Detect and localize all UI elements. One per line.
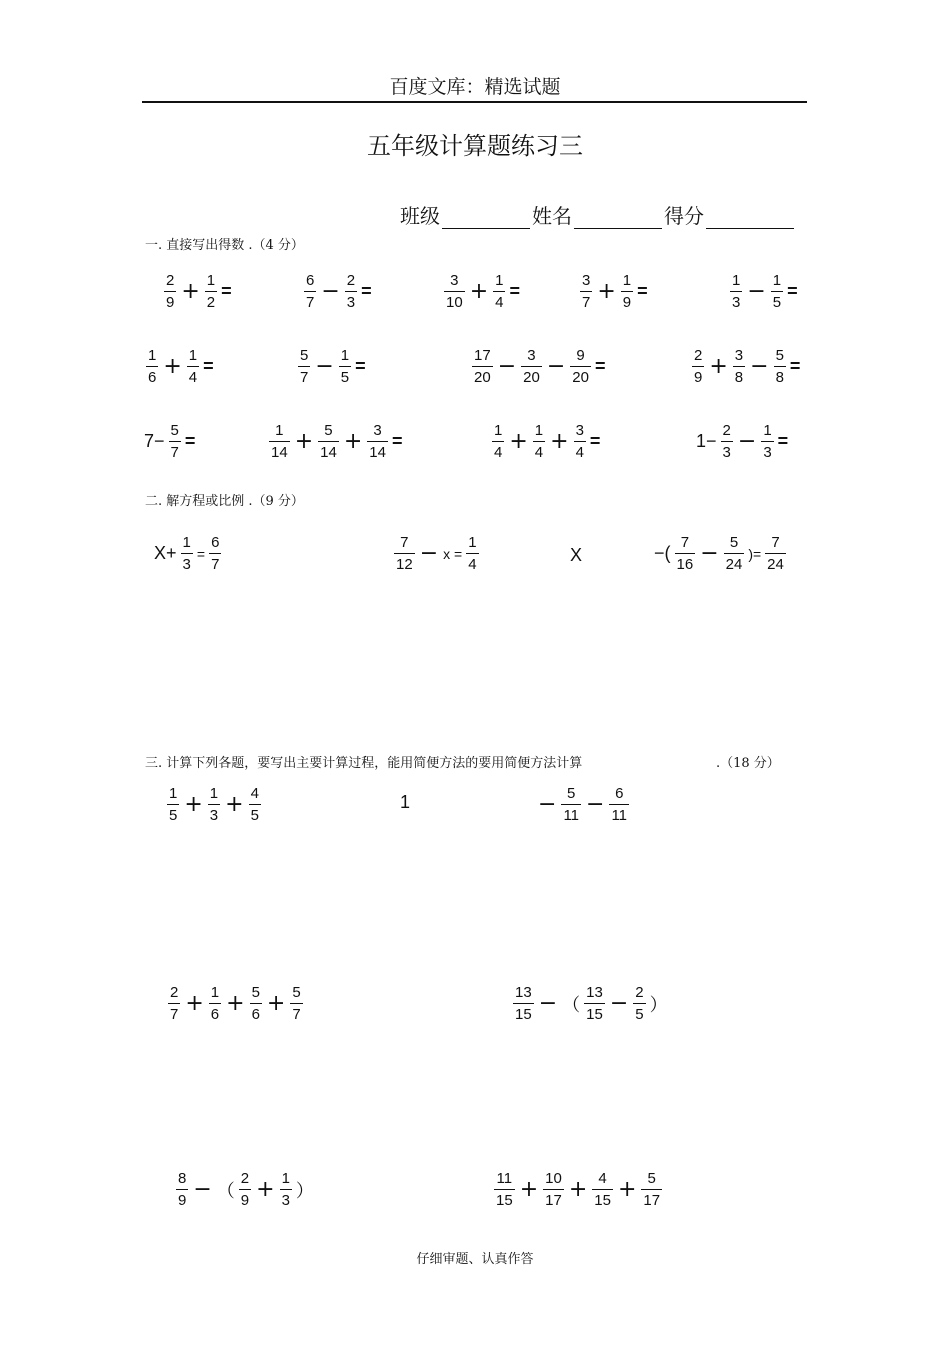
fraction xyxy=(304,273,316,310)
operator: + xyxy=(226,991,245,1016)
fraction-denominator: 7 xyxy=(211,556,220,573)
math-expression xyxy=(442,273,520,310)
fraction-denominator: 6 xyxy=(148,369,157,386)
math-expression xyxy=(511,985,670,1022)
fraction-numerator: 1 xyxy=(206,272,216,289)
page-footer: 仔细审题、认真作答 xyxy=(416,1252,534,1267)
fraction-numerator: 5 xyxy=(300,347,309,364)
fraction xyxy=(168,985,180,1022)
fraction-denominator: 20 xyxy=(523,369,540,386)
fraction-numerator: 2 xyxy=(694,347,703,364)
equals-sign: = xyxy=(355,356,366,376)
fraction-numerator: 1 xyxy=(169,785,178,802)
fraction-numerator: 1 xyxy=(210,984,220,1001)
student-info xyxy=(400,200,796,229)
fraction-numerator: 1 xyxy=(281,1170,290,1187)
fraction-numerator: 1 xyxy=(468,534,477,551)
fraction-denominator: 5 xyxy=(169,807,178,824)
math-expression xyxy=(535,786,631,823)
fraction-numerator: 1 xyxy=(188,347,198,364)
fraction xyxy=(209,985,221,1022)
operator: − xyxy=(546,354,566,379)
fraction-denominator: 24 xyxy=(767,556,784,573)
math-expression xyxy=(652,535,788,572)
fraction-denominator: 8 xyxy=(775,369,784,386)
fraction xyxy=(561,786,581,823)
math-expression xyxy=(142,423,195,460)
operator: + xyxy=(163,354,182,379)
fraction xyxy=(169,423,181,460)
math-expression xyxy=(470,348,605,385)
class-blank xyxy=(442,206,530,229)
fraction-denominator: 9 xyxy=(166,294,175,311)
expression-text: x = xyxy=(443,545,463,562)
fraction-denominator: 4 xyxy=(188,369,198,386)
fraction xyxy=(730,273,742,310)
fraction xyxy=(765,535,786,572)
fraction-denominator: 7 xyxy=(170,1006,179,1023)
operator: − xyxy=(538,792,557,817)
expression-text: 7− xyxy=(144,431,165,451)
fraction-numerator: 5 xyxy=(324,422,333,439)
fraction-numerator: 17 xyxy=(474,347,491,364)
fraction xyxy=(774,348,786,385)
fraction-numerator: 3 xyxy=(734,347,744,364)
expression-text: ） xyxy=(295,1180,314,1201)
fraction-denominator: 5 xyxy=(250,807,259,824)
fraction-numerator: 1 xyxy=(340,347,350,364)
fraction-numerator: 6 xyxy=(615,785,624,802)
fraction-denominator: 20 xyxy=(474,369,491,386)
operator: − xyxy=(609,991,629,1016)
operator: + xyxy=(266,991,286,1016)
fraction xyxy=(290,985,302,1022)
fraction-denominator: 7 xyxy=(292,1006,301,1023)
operator: + xyxy=(709,354,728,379)
fraction-numerator: 1 xyxy=(494,422,503,439)
fraction xyxy=(609,786,629,823)
fraction-denominator: 7 xyxy=(300,369,309,386)
math-expression xyxy=(392,535,481,572)
operator: − xyxy=(193,1177,212,1202)
fraction-numerator: 2 xyxy=(722,422,731,439)
equals-sign: = xyxy=(594,356,606,376)
equals-sign: = xyxy=(789,356,801,376)
fraction-denominator: 17 xyxy=(545,1192,562,1209)
operator: + xyxy=(225,792,244,817)
fraction xyxy=(345,273,357,310)
header-rule xyxy=(142,101,807,103)
fraction-numerator: 1 xyxy=(148,347,157,364)
fraction xyxy=(187,348,199,385)
fraction xyxy=(533,423,545,460)
fraction xyxy=(250,985,262,1022)
math-expression xyxy=(144,348,214,385)
fraction-denominator: 3 xyxy=(281,1192,290,1209)
fraction xyxy=(771,273,783,310)
equals-sign: = xyxy=(589,431,601,451)
fraction xyxy=(521,348,542,385)
fraction xyxy=(692,348,704,385)
fraction xyxy=(494,1171,515,1208)
fraction xyxy=(280,1171,292,1208)
fraction-numerator: 1 xyxy=(732,272,741,289)
fraction xyxy=(209,535,221,572)
operator: + xyxy=(519,1177,539,1202)
fraction-denominator: 24 xyxy=(725,556,743,573)
fraction xyxy=(367,423,388,460)
fraction-numerator: 5 xyxy=(567,785,576,802)
page-header: 百度文库：精选试题 xyxy=(389,76,561,98)
math-expression xyxy=(302,273,372,310)
fraction-denominator: 3 xyxy=(722,444,731,461)
equals-sign: = xyxy=(221,281,232,301)
fraction-numerator: 5 xyxy=(647,1170,656,1187)
operator: − xyxy=(419,541,439,566)
fraction-numerator: 1 xyxy=(182,534,191,551)
fraction-denominator: 15 xyxy=(496,1192,513,1209)
fraction xyxy=(621,273,633,310)
fraction-numerator: 11 xyxy=(496,1170,513,1187)
equals-sign: = xyxy=(777,431,789,451)
operator: − xyxy=(750,354,769,379)
equals-sign: = xyxy=(361,281,372,301)
fraction-numerator: 7 xyxy=(680,534,690,551)
fraction xyxy=(633,985,645,1022)
fraction-denominator: 9 xyxy=(622,294,632,311)
fraction-numerator: 1 xyxy=(763,422,772,439)
fraction-denominator: 4 xyxy=(575,444,584,461)
fraction-denominator: 7 xyxy=(582,294,591,311)
fraction-numerator: 8 xyxy=(178,1170,187,1187)
fraction xyxy=(580,273,592,310)
name-label: 姓名 xyxy=(532,204,572,228)
fraction xyxy=(208,786,220,823)
math-expression xyxy=(492,1171,664,1208)
fraction xyxy=(146,348,158,385)
fraction-numerator: 13 xyxy=(515,984,532,1001)
fraction-denominator: 17 xyxy=(643,1192,661,1209)
fraction-denominator: 15 xyxy=(594,1192,611,1209)
fraction-numerator: 7 xyxy=(771,534,780,551)
fraction-denominator: 12 xyxy=(396,556,413,573)
operator: + xyxy=(294,429,314,454)
operator: − xyxy=(538,991,558,1016)
fraction-numerator: 2 xyxy=(240,1170,250,1187)
operator: − xyxy=(586,792,605,817)
fraction xyxy=(493,273,505,310)
page-title: 五年级计算题练习三 xyxy=(367,132,583,160)
fraction xyxy=(318,423,339,460)
fraction-denominator: 9 xyxy=(178,1192,187,1209)
equals-sign: = xyxy=(184,431,196,451)
math-expression xyxy=(728,273,798,310)
fraction-denominator: 3 xyxy=(763,444,772,461)
section-1-heading: 一. 直接写出得数 .（4 分） xyxy=(145,238,304,253)
fraction-numerator: 3 xyxy=(450,272,459,289)
fraction xyxy=(205,273,217,310)
fraction-numerator: 3 xyxy=(373,422,382,439)
fraction xyxy=(176,1171,188,1208)
expression-text: （ xyxy=(216,1180,235,1201)
fraction-numerator: 1 xyxy=(495,272,504,289)
fraction-numerator: 1 xyxy=(622,272,632,289)
expression-text: X+ xyxy=(154,543,177,563)
math-expression xyxy=(166,985,305,1022)
operator: − xyxy=(315,354,334,379)
fraction xyxy=(394,535,415,572)
fraction-denominator: 3 xyxy=(182,556,191,573)
fraction-denominator: 4 xyxy=(495,294,504,311)
math-expression xyxy=(152,535,223,572)
fraction-numerator: 6 xyxy=(306,272,315,289)
fraction-numerator: 6 xyxy=(211,534,220,551)
expression-text: = xyxy=(196,545,206,562)
fraction xyxy=(339,348,351,385)
expression-text: )= xyxy=(748,545,762,562)
class-label: 班级 xyxy=(400,204,440,228)
equals-sign: = xyxy=(391,431,403,451)
operator: + xyxy=(181,279,200,304)
fraction-denominator: 3 xyxy=(209,807,219,824)
fraction xyxy=(239,1171,251,1208)
operator: + xyxy=(509,429,528,454)
operator: + xyxy=(184,792,203,817)
name-blank xyxy=(574,206,662,229)
fraction-denominator: 4 xyxy=(494,444,503,461)
section-3-score: .（18 分） xyxy=(716,756,780,771)
fraction xyxy=(641,1171,662,1208)
equals-sign: = xyxy=(203,356,214,376)
math-expression xyxy=(398,792,412,813)
fraction-denominator: 4 xyxy=(468,556,477,573)
fraction-numerator: 1 xyxy=(772,272,782,289)
score-label: 得分 xyxy=(664,204,704,228)
expression-text: （ xyxy=(562,994,581,1015)
fraction-denominator: 4 xyxy=(534,444,544,461)
fraction xyxy=(444,273,465,310)
operator: + xyxy=(343,429,363,454)
fraction-denominator: 5 xyxy=(635,1006,644,1023)
fraction xyxy=(761,423,773,460)
fraction xyxy=(724,535,745,572)
operator: − xyxy=(700,541,719,566)
fraction-denominator: 6 xyxy=(210,1006,220,1023)
operator: + xyxy=(617,1177,637,1202)
fraction-denominator: 7 xyxy=(170,444,179,461)
fraction-denominator: 15 xyxy=(586,1006,603,1023)
fraction xyxy=(733,348,745,385)
operator: − xyxy=(737,429,757,454)
fraction-numerator: 13 xyxy=(586,984,603,1001)
math-expression xyxy=(490,423,600,460)
score-blank xyxy=(706,206,794,229)
fraction-denominator: 6 xyxy=(251,1006,260,1023)
fraction-denominator: 5 xyxy=(772,294,782,311)
section-3-heading: 三. 计算下列各题，要写出主要计算过程，能用简便方法的要用简便方法计算 xyxy=(145,756,583,771)
fraction-numerator: 4 xyxy=(250,785,259,802)
fraction xyxy=(492,423,504,460)
fraction-denominator: 14 xyxy=(271,444,288,461)
fraction xyxy=(181,535,193,572)
fraction xyxy=(472,348,493,385)
fraction-numerator: 9 xyxy=(576,347,585,364)
fraction-numerator: 5 xyxy=(729,534,739,551)
expression-text: 1− xyxy=(696,431,717,451)
fraction-numerator: 7 xyxy=(400,534,409,551)
operator: + xyxy=(469,279,489,304)
fraction-denominator: 14 xyxy=(320,444,337,461)
fraction-numerator: 5 xyxy=(775,347,784,364)
fraction-denominator: 15 xyxy=(515,1006,532,1023)
expression-text: X xyxy=(570,545,583,565)
fraction-denominator: 11 xyxy=(611,807,628,824)
fraction-numerator: 5 xyxy=(292,984,301,1001)
operator: + xyxy=(597,279,616,304)
operator: + xyxy=(568,1177,588,1202)
fraction-numerator: 1 xyxy=(275,422,284,439)
fraction xyxy=(592,1171,613,1208)
fraction-denominator: 10 xyxy=(446,294,463,311)
fraction-numerator: 2 xyxy=(170,984,179,1001)
math-expression xyxy=(578,273,648,310)
fraction-denominator: 5 xyxy=(340,369,350,386)
fraction xyxy=(269,423,290,460)
fraction-numerator: 5 xyxy=(170,422,179,439)
fraction-numerator: 1 xyxy=(209,785,219,802)
fraction-numerator: 1 xyxy=(534,422,544,439)
fraction-denominator: 9 xyxy=(694,369,703,386)
fraction-numerator: 2 xyxy=(635,984,644,1001)
fraction-denominator: 11 xyxy=(563,807,580,824)
math-expression xyxy=(568,545,584,566)
fraction-denominator: 7 xyxy=(306,294,315,311)
fraction-denominator: 14 xyxy=(369,444,386,461)
fraction-numerator: 5 xyxy=(251,984,260,1001)
math-expression xyxy=(694,423,788,460)
expression-text: 1 xyxy=(400,792,411,812)
fraction-denominator: 20 xyxy=(572,369,589,386)
operator: + xyxy=(256,1177,275,1202)
expression-text: −( xyxy=(654,543,671,563)
fraction xyxy=(570,348,591,385)
math-expression xyxy=(174,1171,316,1208)
fraction-numerator: 3 xyxy=(575,422,584,439)
math-expression xyxy=(690,348,800,385)
fraction-numerator: 3 xyxy=(527,347,536,364)
fraction xyxy=(164,273,176,310)
fraction xyxy=(543,1171,564,1208)
equals-sign: = xyxy=(787,281,798,301)
fraction-numerator: 4 xyxy=(598,1170,607,1187)
fraction xyxy=(249,786,261,823)
fraction-numerator: 3 xyxy=(582,272,591,289)
math-expression xyxy=(162,273,232,310)
fraction xyxy=(574,423,586,460)
fraction xyxy=(298,348,310,385)
fraction xyxy=(466,535,478,572)
fraction xyxy=(584,985,605,1022)
fraction xyxy=(167,786,179,823)
equals-sign: = xyxy=(637,281,648,301)
equals-sign: = xyxy=(509,281,520,301)
fraction-denominator: 9 xyxy=(240,1192,250,1209)
section-2-heading: 二. 解方程或比例 .（9 分） xyxy=(145,494,304,509)
operator: + xyxy=(185,991,204,1016)
operator: − xyxy=(497,354,517,379)
fraction xyxy=(721,423,733,460)
expression-text: ） xyxy=(649,994,668,1015)
fraction-denominator: 3 xyxy=(732,294,741,311)
fraction-denominator: 3 xyxy=(346,294,356,311)
fraction-numerator: 2 xyxy=(346,272,356,289)
operator: + xyxy=(550,429,569,454)
fraction-denominator: 16 xyxy=(676,556,694,573)
operator: − xyxy=(747,279,766,304)
math-expression xyxy=(296,348,366,385)
math-expression xyxy=(165,786,263,823)
math-expression xyxy=(267,423,402,460)
operator: − xyxy=(321,279,340,304)
fraction-numerator: 10 xyxy=(545,1170,562,1187)
fraction-numerator: 2 xyxy=(166,272,175,289)
fraction xyxy=(675,535,696,572)
fraction-denominator: 2 xyxy=(206,294,216,311)
fraction-denominator: 8 xyxy=(734,369,744,386)
fraction xyxy=(513,985,534,1022)
